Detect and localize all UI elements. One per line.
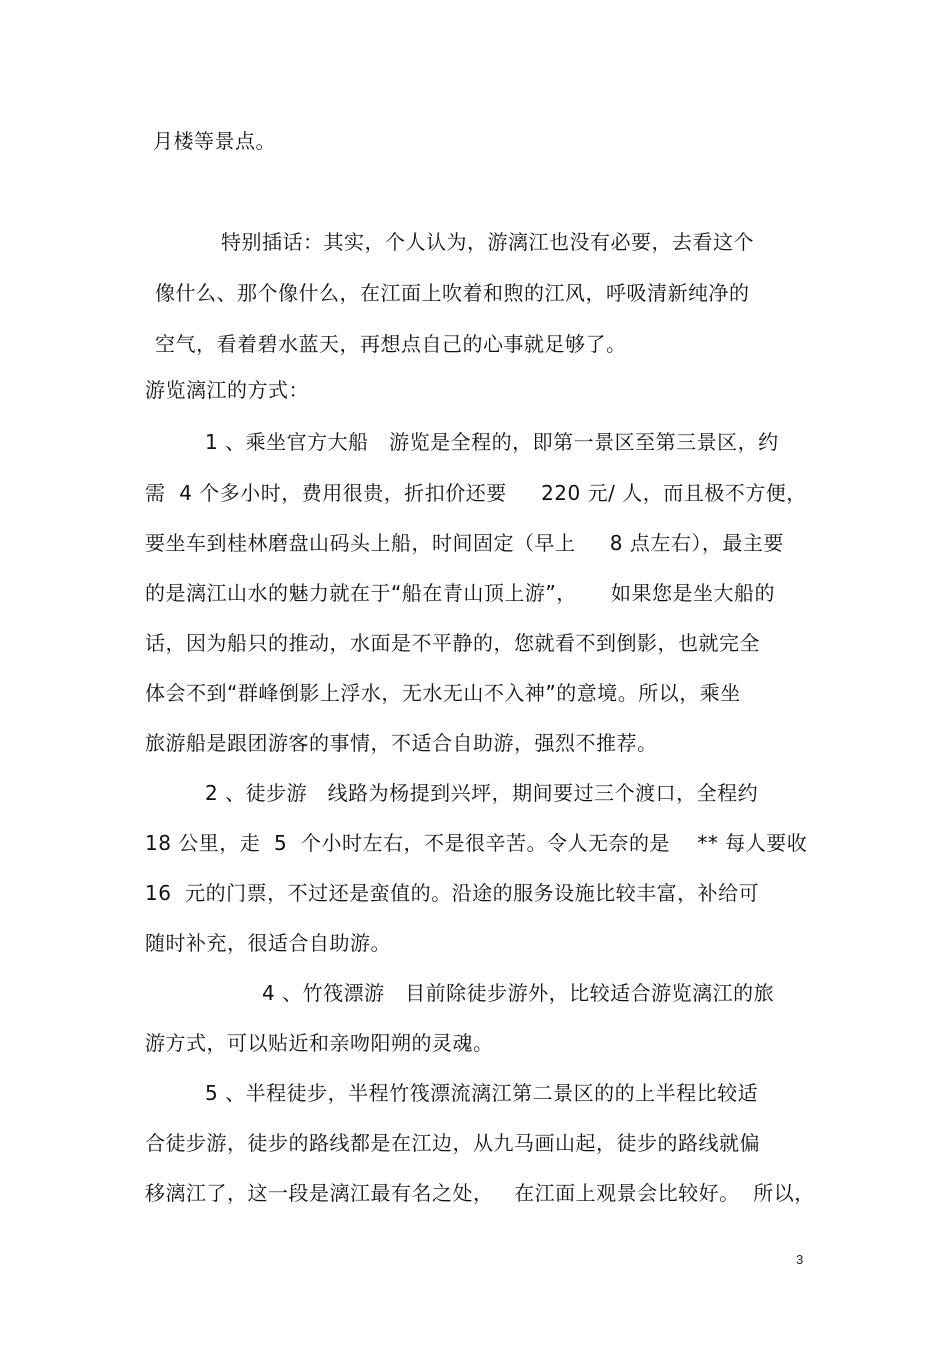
text-line: 特别插话：其实，个人认为，游漓江也没有必要，去看这个 [221, 230, 754, 254]
text-line: 4 、竹筏漂游 目前除徒步游外，比较适合游览漓江的旅 [262, 981, 775, 1005]
text-line: 1 、乘坐官方大船 游览是全程的，即第一景区至第三景区，约 [205, 430, 779, 454]
text-line: 体会不到“群峰倒影上浮水，无水无山不入神”的意境。所以，乘坐 [145, 681, 741, 705]
text-line: 合徒步游，徒步的路线都是在江边，从九马画山起，徒步的路线就偏 [145, 1131, 760, 1155]
text-line: 空气，看着碧水蓝天，再想点自己的心事就足够了。 [155, 332, 627, 356]
page-number: 3 [796, 1252, 804, 1267]
text-line: 月楼等景点。 [153, 129, 276, 153]
text-line: 游方式，可以贴近和亲吻阳朔的灵魂。 [145, 1031, 494, 1055]
text-line: 2 、徒步游 线路为杨提到兴坪，期间要过三个渡口，全程约 [205, 781, 759, 805]
text-line: 话，因为船只的推动，水面是不平静的，您就看不到倒影，也就完全 [145, 631, 760, 655]
text-line: 随时补充，很适合自助游。 [145, 931, 391, 955]
text-line: 旅游船是跟团游客的事情，不适合自助游，强烈不推荐。 [145, 731, 658, 755]
text-line: 移漓江了，这一段是漓江最有名之处， 在江面上观景会比较好。 所以， [145, 1181, 815, 1205]
text-line: 像什么、那个像什么，在江面上吹着和煦的江风，呼吸清新纯净的 [155, 281, 750, 305]
text-line: 需 4 个多小时，费用很贵，折扣价还要 220 元/ 人，而且极不方便， [145, 481, 807, 505]
section-heading: 游览漓江的方式： [145, 378, 309, 402]
text-line: 的是漓江山水的魅力就在于“船在青山顶上游”， 如果您是坐大船的 [145, 581, 776, 605]
text-line: 18 公里，走 5 个小时左右，不是很辛苦。令人无奈的是 ** 每人要收 [145, 831, 808, 855]
text-line: 16 元的门票，不过还是蛮值的。沿途的服务设施比较丰富，补给可 [145, 881, 760, 905]
text-line: 要坐车到桂林磨盘山码头上船，时间固定（早上 8 点左右），最主要 [145, 531, 784, 555]
text-line: 5 、半程徒步，半程竹筏漂流漓江第二景区的的上半程比较适 [205, 1081, 759, 1105]
